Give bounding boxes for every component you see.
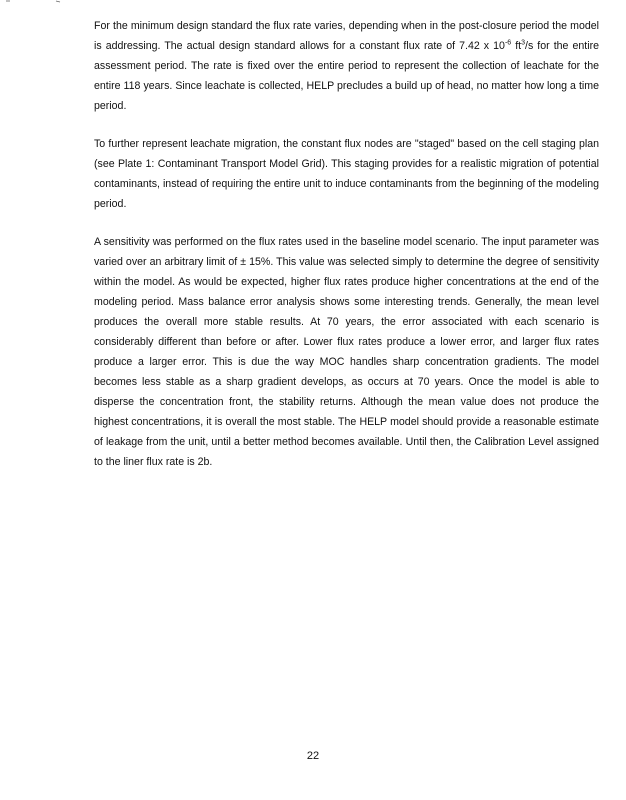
paragraph-1-exponent: -6	[504, 39, 512, 47]
paragraph-1-unit: ft	[511, 40, 522, 52]
paragraph-flux-rate-design-standard	[94, 16, 599, 116]
paragraph-1-text-end: /s for the entire assessment period. The rate is fixed over the entire period to represent the collection of leachate for the entire 118 years. Since leachate is collected, HELP precludes a build up of head, no matter how long a time period.	[94, 40, 599, 112]
paragraph-leachate-staging: To further represent leachate migration, the constant flux nodes are "staged" based on the cell staging plan (see Plate 1: Contaminant Transport Model Grid). This staging provides for a realistic migration of potential contaminants, instead of requiring the entire unit to induce contaminants from the beginning of the modeling period.	[94, 138, 599, 210]
body-text	[94, 16, 599, 472]
scan-artifact-mark	[4, 0, 64, 6]
page-number: 22	[306, 750, 320, 762]
paragraph-sensitivity-analysis: A sensitivity was performed on the flux rates used in the baseline model scenario. The input parameter was varied over an arbitrary limit of ± 15%. This value was selected simply to determine the degree of sensitivity within the model. As would be expected, higher flux rates produce higher concentrations at the end of the modeling period. Mass balance error analysis shows some interesting trends. Generally, the mean level produces the overall more stable results. At 70 years, the error associated with each scenario is considerably different than before or after. Lower flux rates produce a lower error, and larger flux rates produce a larger error. This is due the way MOC handles sharp concentration gradients. The model becomes less stable as a sharp gradient develops, as occurs at 70 years. Once the model is able to disperse the concentration front, the stability returns. Although the mean value does not produce the highest concentrations, it is overall the most stable. The HELP model should provide a reasonable estimate of leakage from the unit, until a better method becomes available. Until then, the Calibration Level assigned to the liner flux rate is 2b.	[94, 236, 599, 468]
paragraph-1-text-start: For the minimum design standard the flux rate varies, depending when in the post-closure period the model is addressing. The actual design standard allows for a constant flux rate of 7.42 x 10	[94, 20, 599, 52]
paragraph-1-unit-exponent: 3	[521, 39, 526, 47]
